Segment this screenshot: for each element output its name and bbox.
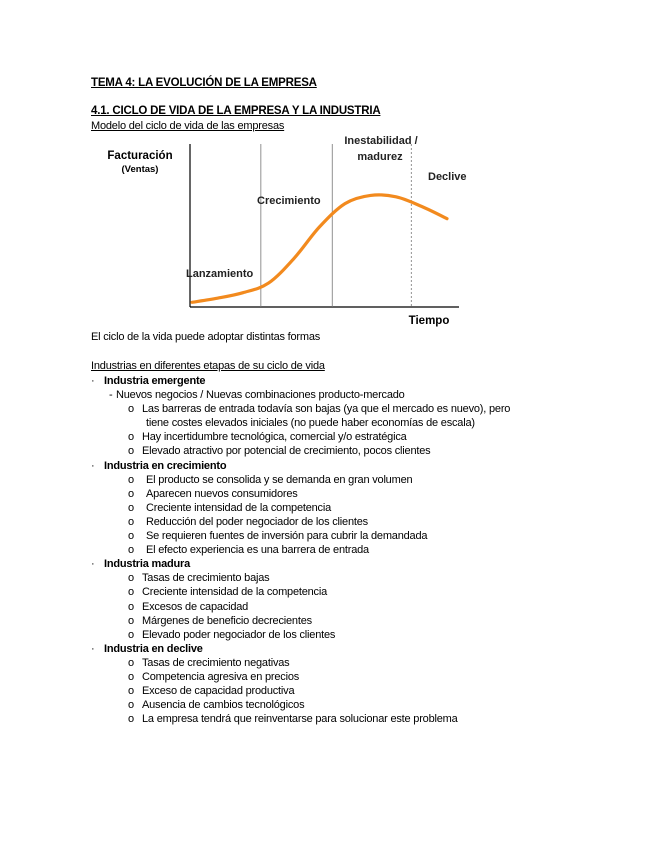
madura-item: Tasas de crecimiento bajas — [142, 572, 270, 585]
circle-marker: o — [128, 713, 134, 726]
list-item — [91, 501, 591, 515]
circle-marker: o — [128, 445, 134, 458]
circle-marker: o — [128, 656, 134, 669]
circle-marker: o — [128, 670, 134, 683]
circle-marker: o — [128, 487, 134, 500]
chart-subtitle: Modelo del ciclo de vida de las empresas — [91, 120, 285, 132]
circle-marker: o — [128, 515, 134, 528]
list-item — [91, 614, 591, 628]
y-axis-sublabel: (Ventas) — [121, 164, 159, 175]
bullet-marker: · — [91, 375, 95, 387]
dash-marker: - — [109, 389, 113, 402]
emergente-item: Elevado atractivo por potencial de crecimiento, pocos clientes — [142, 445, 431, 458]
list-item — [91, 628, 591, 642]
list-item — [91, 684, 591, 698]
circle-marker: o — [128, 600, 134, 613]
document-title: TEMA 4: LA EVOLUCIÓN DE LA EMPRESA — [91, 77, 317, 89]
circle-marker: o — [128, 530, 134, 543]
circle-marker: o — [128, 586, 134, 599]
list-item — [91, 416, 591, 430]
list-item — [91, 571, 591, 585]
x-axis-label: Tiempo — [408, 315, 450, 327]
industry-heading-emergente: Industria emergente — [104, 375, 206, 387]
list-item — [91, 374, 591, 388]
y-axis-label: Facturación — [107, 150, 173, 162]
declive-item: Exceso de capacidad productiva — [142, 685, 295, 698]
life-cycle-curve — [192, 195, 447, 302]
declive-item: La empresa tendrá que reinventarse para solucionar este problema — [142, 713, 458, 726]
list-item — [91, 557, 591, 571]
declive-item: Competencia agresiva en precios — [142, 670, 300, 683]
crecimiento-item: Reducción del poder negociador de los clientes — [146, 515, 368, 528]
bullet-marker: · — [91, 459, 95, 472]
circle-marker: o — [128, 431, 134, 444]
circle-marker: o — [128, 544, 134, 557]
list-item — [91, 430, 591, 444]
madura-item: Excesos de capacidad — [142, 600, 249, 613]
crecimiento-item: El efecto experiencia es una barrera de entrada — [146, 544, 369, 557]
list-item — [91, 529, 591, 543]
crecimiento-item: Creciente intensidad de la competencia — [146, 501, 332, 514]
circle-marker: o — [128, 501, 134, 514]
emergente-item-continued: tiene costes elevados iniciales (no puede haber economías de escala) — [146, 417, 475, 430]
circle-marker: o — [128, 685, 134, 698]
industries-title: Industrias en diferentes etapas de su ciclo de vida — [91, 360, 325, 372]
crecimiento-item: Se requieren fuentes de inversión para cubrir la demandada — [146, 530, 428, 543]
stage-label-madurez: madurez — [357, 151, 403, 163]
list-item — [91, 698, 591, 712]
circle-marker: o — [128, 614, 134, 627]
list-item — [91, 642, 591, 656]
list-item — [91, 459, 591, 473]
industries-list — [91, 374, 591, 726]
stage-label-inestabilidad: Inestabilidad / — [344, 135, 418, 147]
list-item — [91, 670, 591, 684]
madura-item: Márgenes de beneficio decrecientes — [142, 614, 312, 627]
madura-item: Creciente intensidad de la competencia — [142, 586, 328, 599]
list-item — [91, 473, 591, 487]
section-heading: 4.1. CICLO DE VIDA DE LA EMPRESA Y LA INDUSTRIA — [91, 105, 381, 117]
circle-marker: o — [128, 473, 134, 486]
list-item — [91, 585, 591, 599]
stage-label-lanzamiento: Lanzamiento — [186, 268, 254, 280]
madura-item: Elevado poder negociador de los clientes — [142, 628, 336, 641]
chart-caption: El ciclo de la vida puede adoptar distintas formas — [91, 331, 321, 343]
declive-item: Ausencia de cambios tecnológicos — [142, 699, 305, 712]
list-item — [91, 487, 591, 501]
circle-marker: o — [128, 403, 134, 416]
emergente-subheading: Nuevos negocios / Nuevas combinaciones producto-mercado — [116, 389, 405, 402]
crecimiento-item: El producto se consolida y se demanda en gran volumen — [146, 473, 413, 486]
list-item — [91, 402, 591, 416]
stage-label-crecimiento: Crecimiento — [257, 195, 321, 207]
industry-heading-declive: Industria en declive — [104, 642, 203, 655]
list-item — [91, 444, 591, 458]
circle-marker: o — [128, 699, 134, 712]
bullet-marker: · — [91, 558, 95, 571]
bullet-marker: · — [91, 642, 95, 655]
circle-marker: o — [128, 628, 134, 641]
list-item — [91, 712, 591, 726]
list-item — [91, 515, 591, 529]
crecimiento-item: Aparecen nuevos consumidores — [146, 487, 298, 500]
list-item — [91, 600, 591, 614]
life-cycle-chart — [91, 130, 471, 330]
stage-label-declive: Declive — [428, 171, 467, 183]
list-item — [91, 656, 591, 670]
circle-marker: o — [128, 572, 134, 585]
list-item — [91, 543, 591, 557]
industry-heading-madura: Industria madura — [104, 558, 191, 571]
list-item — [91, 388, 591, 402]
emergente-item: Hay incertidumbre tecnológica, comercial y/o estratégica — [142, 431, 407, 444]
declive-item: Tasas de crecimiento negativas — [142, 656, 290, 669]
emergente-item: Las barreras de entrada todavía son bajas (ya que el mercado es nuevo), pero — [142, 403, 511, 416]
industry-heading-crecimiento: Industria en crecimiento — [104, 459, 227, 472]
